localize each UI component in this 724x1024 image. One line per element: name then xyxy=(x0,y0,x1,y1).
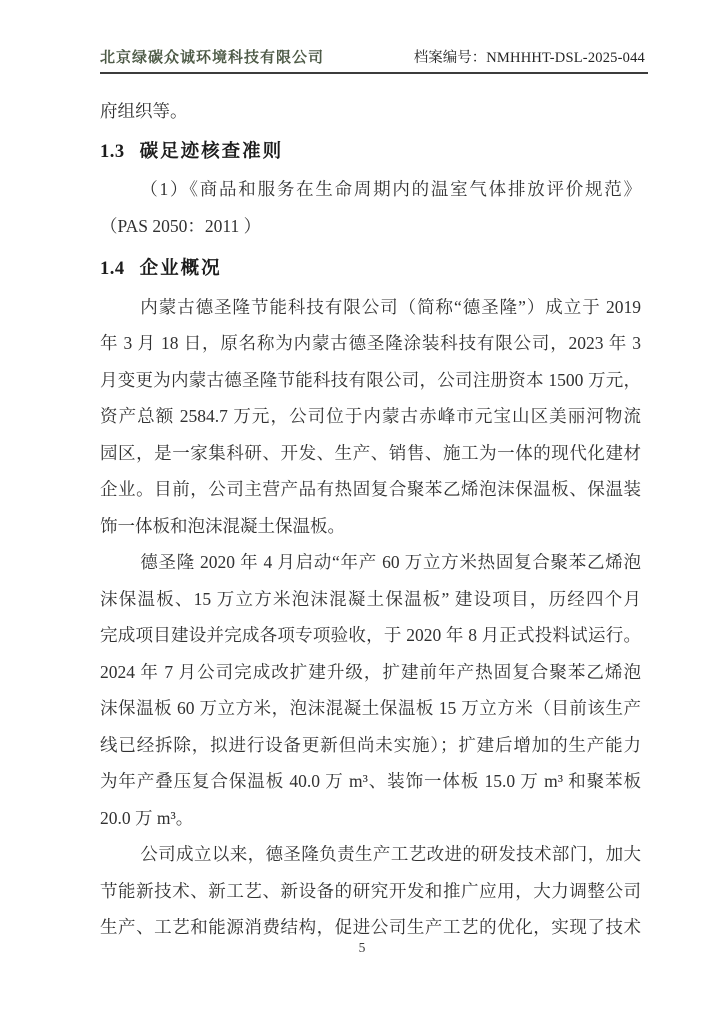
section-title: 碳足迹核查准则 xyxy=(139,141,284,162)
text-line: 沫保温板、15 万立方米泡沫混凝土保温板” 建设项目，历经四个月 xyxy=(100,588,641,609)
text-line: 企业。目前，公司主营产品有热固复合聚苯乙烯泡沫保温板、保温装 xyxy=(100,479,641,499)
text-line: 线已经拆除，拟进行设备更新但尚未实施）；扩建后增加的生产能力 xyxy=(100,734,641,755)
text-line: 20.0 万 m³。 xyxy=(100,807,194,828)
section-title: 企业概况 xyxy=(139,259,222,279)
text-line: （1）《商品和服务在生命周期内的温室气体排放评价规范》 xyxy=(140,179,641,199)
document-body xyxy=(100,0,641,946)
text-line: 为年产叠压复合保温板 40.0 万 m³、装饰一体板 15.0 万 m³ 和聚苯板 xyxy=(100,771,641,791)
text-line: 完成项目建设并完成各项专项验收，于 2020 年 8 月正式投料试运行。 xyxy=(100,625,641,645)
section-number: 1.4 xyxy=(100,259,125,279)
text-line: 年 3 月 18 日，原名称为内蒙古德圣隆涂装科技有限公司，2023 年 3 xyxy=(100,333,641,353)
paragraph xyxy=(100,93,641,130)
text-line: 公司成立以来，德圣隆负责生产工艺改进的研发技术部门，加大 xyxy=(140,844,641,864)
text-line: 生产、工艺和能源消费结构，促进公司生产工艺的优化，实现了技术 xyxy=(100,917,641,937)
text-line: 沫保温板 60 万立方米，泡沫混凝土保温板 15 万立方米（目前该生产 xyxy=(100,698,641,718)
header-company-name: 北京绿碳众诚环境科技有限公司 xyxy=(100,50,325,66)
paragraph xyxy=(100,289,641,545)
paragraph xyxy=(100,836,641,946)
text-line: 月变更为内蒙古德圣隆节能科技有限公司，公司注册资本 1500 万元， xyxy=(100,369,641,390)
text-line: 德圣隆 2020 年 4 月启动“年产 60 万立方米热固复合聚苯乙烯泡 xyxy=(140,552,641,572)
page-number: 5 xyxy=(358,940,366,955)
text-line: （PAS 2050：2011 ） xyxy=(100,215,262,236)
doc-number-value: NMHHHT-DSL-2025-044 xyxy=(486,50,645,66)
paragraph xyxy=(100,171,641,244)
section-number: 1.3 xyxy=(100,141,125,162)
text-line: 资产总额 2584.7 万元，公司位于内蒙古赤峰市元宝山区美丽河物流 xyxy=(100,406,641,426)
section-heading xyxy=(100,251,641,288)
page-footer xyxy=(0,940,724,956)
text-line: 府组织等。 xyxy=(100,101,188,121)
paragraph xyxy=(100,544,641,836)
section-heading xyxy=(100,134,641,171)
text-line: 2024 年 7 月公司完成改扩建升级，扩建前年产热固复合聚苯乙烯泡 xyxy=(100,661,641,682)
text-line: 饰一体板和泡沫混凝土保温板。 xyxy=(100,515,345,536)
text-line: 内蒙古德圣隆节能科技有限公司（简称“德圣隆”）成立于 2019 xyxy=(140,296,641,317)
text-line: 园区，是一家集科研、开发、生产、销售、施工为一体的现代化建材 xyxy=(100,442,641,463)
text-line: 节能新技术、新工艺、新设备的研究开发和推广应用，大力调整公司 xyxy=(100,880,641,901)
doc-number-label: 档案编号： xyxy=(413,50,487,66)
